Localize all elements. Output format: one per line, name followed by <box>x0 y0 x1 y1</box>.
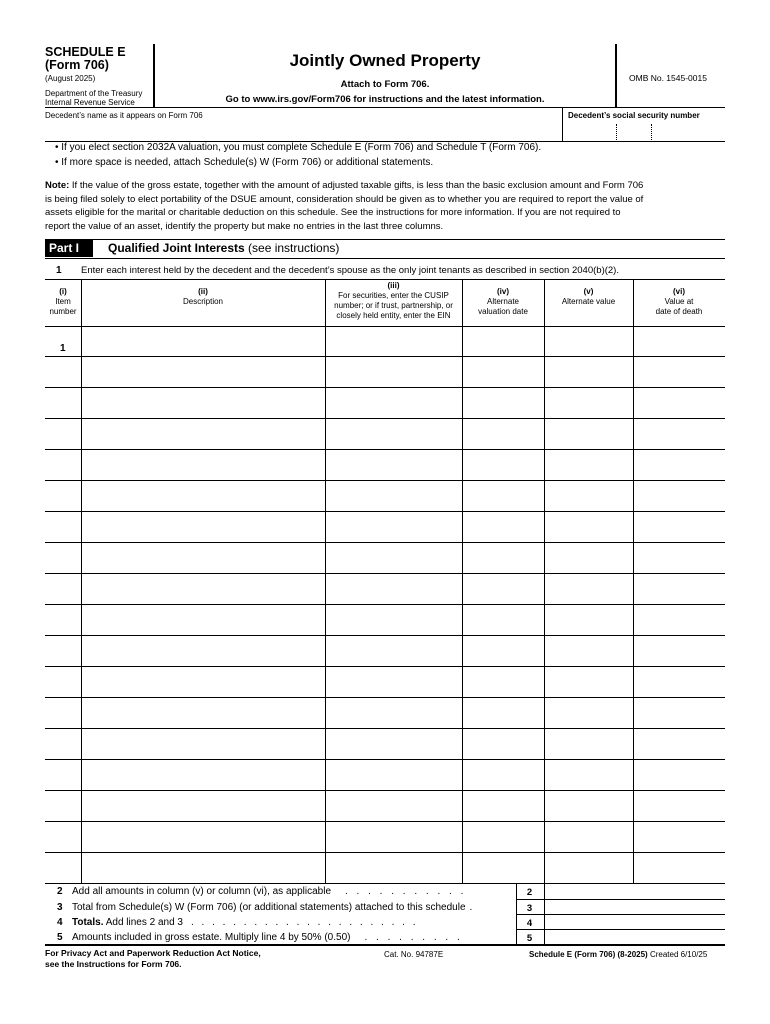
value-at-death-cell[interactable] <box>633 760 725 791</box>
ssn-separator-2 <box>651 124 652 140</box>
alt-value-cell[interactable] <box>544 605 633 636</box>
cusip-cell[interactable] <box>325 326 462 357</box>
created-date: Created 6/10/25 <box>647 950 708 959</box>
line5-dots: . . . . . . . . . <box>364 932 463 943</box>
value-at-death-cell[interactable] <box>633 791 725 822</box>
description-cell[interactable] <box>81 450 325 481</box>
department-line2: Internal Revenue Service <box>45 98 135 107</box>
form-number: (Form 706) <box>45 58 109 72</box>
cusip-cell[interactable] <box>325 419 462 450</box>
note-block <box>45 179 727 233</box>
alt-valuation-date-cell[interactable] <box>462 698 544 729</box>
value-at-death-cell[interactable] <box>633 729 725 760</box>
line4-label-bold: Totals. <box>72 917 104 928</box>
description-cell[interactable] <box>81 388 325 419</box>
line5-box: 5 <box>526 933 533 944</box>
line3-dots: . <box>469 902 473 913</box>
alt-value-cell[interactable] <box>544 574 633 605</box>
col-label-i-2: number <box>49 307 77 316</box>
revision-date: (August 2025) <box>45 74 96 83</box>
header-divider-right <box>615 44 617 107</box>
col-label-vi-2: date of death <box>655 307 703 316</box>
col-id-iv: (iv) <box>497 287 509 296</box>
value-at-death-cell[interactable] <box>633 574 725 605</box>
line2-dots: . . . . . . . . . . . <box>345 886 467 897</box>
decedent-name-field[interactable] <box>45 122 560 140</box>
cusip-cell[interactable] <box>325 729 462 760</box>
value-at-death-cell[interactable] <box>633 481 725 512</box>
alt-valuation-date-cell[interactable] <box>462 729 544 760</box>
alt-valuation-date-cell[interactable] <box>462 450 544 481</box>
alt-valuation-date-cell[interactable] <box>462 512 544 543</box>
description-cell[interactable] <box>81 729 325 760</box>
line4-dots: . . . . . . . . . . . . . . . . . . . . . . <box>191 917 418 928</box>
col-header-alt-date <box>462 287 544 317</box>
value-at-death-cell[interactable] <box>633 698 725 729</box>
description-cell[interactable] <box>81 574 325 605</box>
col-label-v: Alternate value <box>561 297 616 306</box>
item-number-cell[interactable] <box>45 667 81 698</box>
part-title <box>108 240 339 257</box>
cusip-cell[interactable] <box>325 543 462 574</box>
note-label: Note: <box>45 180 70 191</box>
alt-valuation-date-cell[interactable] <box>462 853 544 883</box>
alt-value-cell[interactable] <box>544 667 633 698</box>
alt-valuation-date-cell[interactable] <box>462 326 544 357</box>
cusip-cell[interactable] <box>325 822 462 853</box>
col-id-iii: (iii) <box>387 281 400 290</box>
privacy-notice-line1: For Privacy Act and Paperwork Reduction Act Notice, <box>45 948 261 958</box>
col-id-vi: (vi) <box>673 287 685 296</box>
line4-label: Add lines 2 and 3 <box>103 917 183 928</box>
note-line3: assets eligible for the marital or charitable deduction on this schedule. See the instructions for more information. If you are not required to <box>45 207 621 218</box>
alt-value-cell[interactable] <box>544 357 633 388</box>
item-number-cell[interactable] <box>45 853 81 883</box>
alt-valuation-date-cell[interactable] <box>462 357 544 388</box>
decedent-name-label: Decedent’s name as it appears on Form 706 <box>45 111 203 120</box>
line3-label: Total from Schedule(s) W (Form 706) (or additional statements) attached to this schedule <box>72 902 466 913</box>
value-at-death-cell[interactable] <box>633 636 725 667</box>
item-number-cell[interactable] <box>45 760 81 791</box>
form-id-bold: Schedule E (Form 706) (8-2025) <box>529 950 648 959</box>
ssn-separator-1 <box>616 124 617 140</box>
header-bottom-rule <box>45 107 725 108</box>
alt-valuation-date-cell[interactable] <box>462 791 544 822</box>
col-header-cusip <box>325 281 462 321</box>
line2-text <box>72 886 466 897</box>
col-label-vi-1: Value at <box>664 297 694 306</box>
alt-value-cell[interactable] <box>544 636 633 667</box>
alt-valuation-date-cell[interactable] <box>462 636 544 667</box>
goto-instruction: Go to www.irs.gov/Form706 for instructions and the latest information. <box>225 94 545 105</box>
privacy-notice-line2: see the Instructions for Form 706. <box>45 959 182 969</box>
line4-box: 4 <box>526 918 533 929</box>
cusip-cell[interactable] <box>325 636 462 667</box>
line1-number: 1 <box>56 265 62 276</box>
part-title-suffix: (see instructions) <box>244 241 340 255</box>
value-at-death-cell[interactable] <box>633 667 725 698</box>
value-at-death-cell[interactable] <box>633 388 725 419</box>
item-number-cell[interactable] <box>45 605 81 636</box>
description-cell[interactable] <box>81 357 325 388</box>
line5-number: 5 <box>57 932 63 943</box>
cusip-cell[interactable] <box>325 760 462 791</box>
col-label-ii: Description <box>182 297 223 306</box>
alt-valuation-date-cell[interactable] <box>462 605 544 636</box>
description-cell[interactable] <box>81 636 325 667</box>
description-cell[interactable] <box>81 760 325 791</box>
description-cell[interactable] <box>81 543 325 574</box>
item-number-cell[interactable] <box>45 791 81 822</box>
cusip-cell[interactable] <box>325 481 462 512</box>
description-cell[interactable] <box>81 791 325 822</box>
alt-valuation-date-cell[interactable] <box>462 543 544 574</box>
item-number-cell[interactable] <box>45 388 81 419</box>
line2-amount-field[interactable] <box>546 884 724 898</box>
description-cell[interactable] <box>81 853 325 883</box>
description-cell[interactable] <box>81 667 325 698</box>
description-cell[interactable] <box>81 419 325 450</box>
description-cell[interactable] <box>81 822 325 853</box>
attach-instruction: Attach to Form 706. <box>340 79 430 90</box>
description-cell[interactable] <box>81 698 325 729</box>
col-label-iii-1: For securities, enter the CUSIP <box>338 291 449 300</box>
first-row-item-number: 1 <box>60 343 66 354</box>
item-number-cell[interactable] <box>45 636 81 667</box>
line3-amount-field[interactable] <box>546 900 724 913</box>
alt-value-cell[interactable] <box>544 326 633 357</box>
col-label-iv-2: valuation date <box>478 307 528 316</box>
item-number-cell[interactable] <box>45 419 81 450</box>
cusip-cell[interactable] <box>325 605 462 636</box>
col-label-iii-2: number; or if trust, partnership, or <box>334 301 453 310</box>
line2-label: Add all amounts in column (v) or column (vi), as applicable <box>72 886 331 897</box>
item-number-cell[interactable] <box>45 729 81 760</box>
cusip-cell[interactable] <box>325 698 462 729</box>
col-header-description <box>81 287 325 307</box>
cusip-cell[interactable] <box>325 574 462 605</box>
alt-value-cell[interactable] <box>544 543 633 574</box>
cusip-cell[interactable] <box>325 357 462 388</box>
part-bottom-rule <box>45 258 725 259</box>
item-number-cell[interactable] <box>45 543 81 574</box>
item-number-cell[interactable] <box>45 326 81 357</box>
description-cell[interactable] <box>81 326 325 357</box>
alt-value-cell[interactable] <box>544 729 633 760</box>
footer-top-rule <box>45 944 725 946</box>
alt-value-cell[interactable] <box>544 791 633 822</box>
part-title-bold: Qualified Joint Interests <box>108 241 245 255</box>
decedent-ssn-label: Decedent’s social security number <box>568 111 700 120</box>
value-at-death-cell[interactable] <box>633 605 725 636</box>
line2-number: 2 <box>57 886 63 897</box>
alt-value-cell[interactable] <box>544 698 633 729</box>
description-cell[interactable] <box>81 512 325 543</box>
cusip-cell[interactable] <box>325 853 462 883</box>
part-label: Part I <box>45 240 93 257</box>
catalog-number: Cat. No. 94787E <box>384 950 444 959</box>
alt-valuation-date-cell[interactable] <box>462 574 544 605</box>
note-line4: report the value of an asset, identify the property but make no entries in the last three columns. <box>45 220 444 232</box>
cusip-cell[interactable] <box>325 791 462 822</box>
line5-text <box>72 932 463 943</box>
col-header-value-death <box>633 287 725 317</box>
col-id-ii: (ii) <box>198 287 208 296</box>
alt-value-cell[interactable] <box>544 760 633 791</box>
note-line1: If the value of the gross estate, together with the amount of adjusted taxable gifts, is less than the basic exclusion amount and Form 706 <box>71 180 644 191</box>
omb-number: OMB No. 1545-0015 <box>629 73 707 83</box>
alt-value-cell[interactable] <box>544 481 633 512</box>
line3-number: 3 <box>57 902 63 913</box>
col-id-v: (v) <box>583 287 594 296</box>
value-at-death-cell[interactable] <box>633 822 725 853</box>
line3-box: 3 <box>526 903 533 914</box>
value-at-death-cell[interactable] <box>633 326 725 357</box>
col-label-i-1: Item <box>55 297 71 306</box>
value-at-death-cell[interactable] <box>633 512 725 543</box>
schedule-label: SCHEDULE E <box>45 45 126 59</box>
alt-value-cell[interactable] <box>544 419 633 450</box>
name-ssn-divider <box>562 107 563 141</box>
description-cell[interactable] <box>81 605 325 636</box>
cusip-cell[interactable] <box>325 388 462 419</box>
alt-valuation-date-cell[interactable] <box>462 822 544 853</box>
item-number-cell[interactable] <box>45 357 81 388</box>
alt-value-cell[interactable] <box>544 450 633 481</box>
note-line2: is being filed solely to elect portability of the DSUE amount, consideration should be given as to whether you are required to report the value of <box>45 193 644 205</box>
cusip-cell[interactable] <box>325 667 462 698</box>
value-at-death-cell[interactable] <box>633 450 725 481</box>
alt-value-cell[interactable] <box>544 853 633 883</box>
form-identifier <box>529 950 707 959</box>
item-number-cell[interactable] <box>45 450 81 481</box>
alt-value-cell[interactable] <box>544 388 633 419</box>
cusip-cell[interactable] <box>325 512 462 543</box>
col-header-item-number <box>45 287 81 317</box>
department-line1: Department of the Treasury <box>45 89 143 98</box>
item-number-cell[interactable] <box>45 481 81 512</box>
table-top-rule <box>45 279 725 280</box>
line5-amount-field[interactable] <box>546 930 724 943</box>
alt-valuation-date-cell[interactable] <box>462 388 544 419</box>
form-title: Jointly Owned Property <box>289 51 481 70</box>
bullet-2032a: • If you elect section 2032A valuation, you must complete Schedule E (Form 706) and Schedule T (Form 706). <box>55 142 542 153</box>
line1-text: Enter each interest held by the decedent and the decedent’s spouse as the only joint tenants as described in section 2040(b)(2). <box>81 265 619 276</box>
decedent-ssn-field[interactable] <box>564 122 724 140</box>
alt-valuation-date-cell[interactable] <box>462 667 544 698</box>
alt-valuation-date-cell[interactable] <box>462 760 544 791</box>
item-number-cell[interactable] <box>45 822 81 853</box>
description-cell[interactable] <box>81 481 325 512</box>
item-number-cell[interactable] <box>45 574 81 605</box>
alt-valuation-date-cell[interactable] <box>462 419 544 450</box>
value-at-death-cell[interactable] <box>633 357 725 388</box>
alt-value-cell[interactable] <box>544 822 633 853</box>
col-label-iv-1: Alternate <box>486 297 520 306</box>
bullet-more-space: • If more space is needed, attach Schedule(s) W (Form 706) or additional statements. <box>55 157 434 168</box>
col-label-iii-3: closely held entity, enter the EIN <box>336 311 451 320</box>
col-header-alt-value <box>544 287 633 307</box>
line3-text <box>72 902 472 913</box>
line4-number: 4 <box>57 917 63 928</box>
col-id-i: (i) <box>59 287 67 296</box>
value-at-death-cell[interactable] <box>633 543 725 574</box>
cusip-cell[interactable] <box>325 450 462 481</box>
value-at-death-cell[interactable] <box>633 853 725 883</box>
item-number-cell[interactable] <box>45 512 81 543</box>
alt-value-cell[interactable] <box>544 512 633 543</box>
line5-label: Amounts included in gross estate. Multiply line 4 by 50% (0.50) <box>72 932 351 943</box>
item-number-cell[interactable] <box>45 698 81 729</box>
line4-amount-field[interactable] <box>546 915 724 928</box>
line4-text <box>72 917 418 928</box>
alt-valuation-date-cell[interactable] <box>462 481 544 512</box>
line2-box: 2 <box>526 887 533 898</box>
value-at-death-cell[interactable] <box>633 419 725 450</box>
